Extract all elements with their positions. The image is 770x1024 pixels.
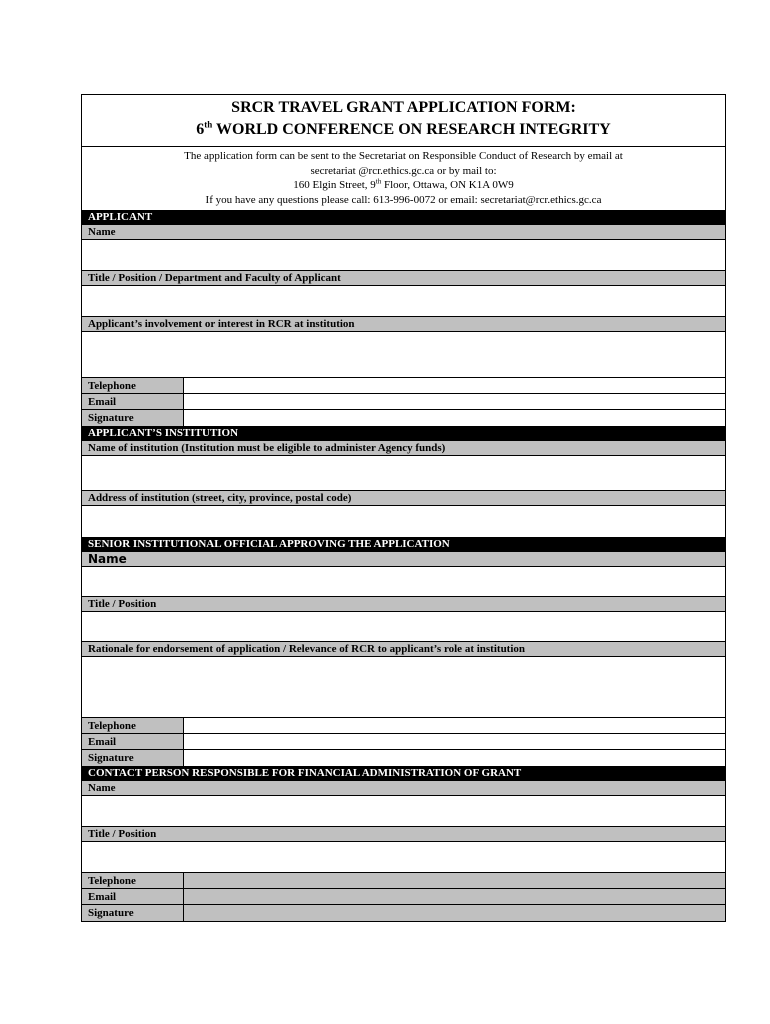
contact-signature-field[interactable] bbox=[184, 905, 725, 921]
official-rationale-field[interactable] bbox=[82, 657, 725, 718]
official-name-field[interactable] bbox=[82, 567, 725, 597]
institution-address-field[interactable] bbox=[82, 506, 725, 537]
contact-email-label: Email bbox=[82, 889, 184, 904]
title-sup: th bbox=[204, 119, 213, 130]
applicant-telephone-row bbox=[82, 378, 725, 394]
section-contact: CONTACT PERSON RESPONSIBLE FOR FINANCIAL ADMINISTRATION OF GRANT bbox=[82, 766, 725, 781]
address-sup: th bbox=[375, 177, 382, 186]
contact-signature-row bbox=[82, 905, 725, 921]
form-title-line2 bbox=[82, 119, 725, 141]
instructions bbox=[82, 147, 725, 210]
applicant-signature-field[interactable] bbox=[184, 410, 725, 426]
applicant-signature-label: Signature bbox=[82, 410, 184, 426]
address-pre: 160 Elgin Street, 9 bbox=[293, 179, 376, 191]
applicant-name-label: Name bbox=[82, 225, 725, 240]
applicant-telephone-label: Telephone bbox=[82, 378, 184, 393]
official-email-label: Email bbox=[82, 734, 184, 749]
official-signature-label: Signature bbox=[82, 750, 184, 766]
official-signature-field[interactable] bbox=[184, 750, 725, 766]
official-name-label: Name bbox=[82, 552, 725, 567]
applicant-email-label: Email bbox=[82, 394, 184, 409]
official-telephone-row bbox=[82, 718, 725, 734]
contact-title-label: Title / Position bbox=[82, 827, 725, 842]
section-official: SENIOR INSTITUTIONAL OFFICIAL APPROVING THE APPLICATION bbox=[82, 537, 725, 552]
contact-signature-label: Signature bbox=[82, 905, 184, 921]
intro-line1: The application form can be sent to the Secretariat on Responsible Conduct of Research by email at bbox=[184, 150, 623, 162]
section-applicant: APPLICANT bbox=[82, 210, 725, 225]
applicant-involvement-label: Applicant’s involvement or interest in RCR at institution bbox=[82, 317, 725, 332]
contact-telephone-row bbox=[82, 873, 725, 889]
address-post: Floor, Ottawa, ON K1A 0W9 bbox=[381, 179, 514, 191]
intro-line2: secretariat @rcr.ethics.gc.ca or by mail to: bbox=[310, 164, 497, 177]
official-signature-row bbox=[82, 750, 725, 766]
applicant-involvement-field[interactable] bbox=[82, 332, 725, 378]
contact-telephone-label: Telephone bbox=[82, 873, 184, 888]
section-institution: APPLICANT’S INSTITUTION bbox=[82, 426, 725, 441]
institution-name-field[interactable] bbox=[82, 456, 725, 491]
contact-name-field[interactable] bbox=[82, 796, 725, 827]
title-rest: WORLD CONFERENCE ON RESEARCH INTEGRITY bbox=[212, 121, 611, 138]
applicant-telephone-field[interactable] bbox=[184, 378, 725, 393]
intro-line3 bbox=[82, 178, 725, 193]
official-title-field[interactable] bbox=[82, 612, 725, 642]
application-form bbox=[81, 94, 726, 922]
title-num: 6 bbox=[196, 121, 205, 138]
applicant-name-field[interactable] bbox=[82, 240, 725, 271]
institution-address-label: Address of institution (street, city, province, postal code) bbox=[82, 491, 725, 506]
form-title-line1: SRCR TRAVEL GRANT APPLICATION FORM: bbox=[231, 99, 576, 116]
contact-name-label: Name bbox=[82, 781, 725, 796]
official-email-row bbox=[82, 734, 725, 750]
form-title bbox=[82, 95, 725, 147]
applicant-signature-row bbox=[82, 410, 725, 426]
contact-email-row bbox=[82, 889, 725, 905]
official-telephone-field[interactable] bbox=[184, 718, 725, 733]
contact-title-field[interactable] bbox=[82, 842, 725, 873]
intro-line4: If you have any questions please call: 613-996-0072 or email: secretariat@rcr.ethics.gc.ca bbox=[205, 193, 602, 206]
official-telephone-label: Telephone bbox=[82, 718, 184, 733]
official-email-field[interactable] bbox=[184, 734, 725, 749]
applicant-email-row bbox=[82, 394, 725, 410]
contact-telephone-field[interactable] bbox=[184, 873, 725, 888]
applicant-email-field[interactable] bbox=[184, 394, 725, 409]
official-rationale-label: Rationale for endorsement of application / Relevance of RCR to applicant’s role at institution bbox=[82, 642, 725, 657]
applicant-title-label: Title / Position / Department and Faculty of Applicant bbox=[82, 271, 725, 286]
contact-email-field[interactable] bbox=[184, 889, 725, 904]
institution-name-label: Name of institution (Institution must be eligible to administer Agency funds) bbox=[82, 441, 725, 456]
official-title-label: Title / Position bbox=[82, 597, 725, 612]
applicant-title-field[interactable] bbox=[82, 286, 725, 317]
